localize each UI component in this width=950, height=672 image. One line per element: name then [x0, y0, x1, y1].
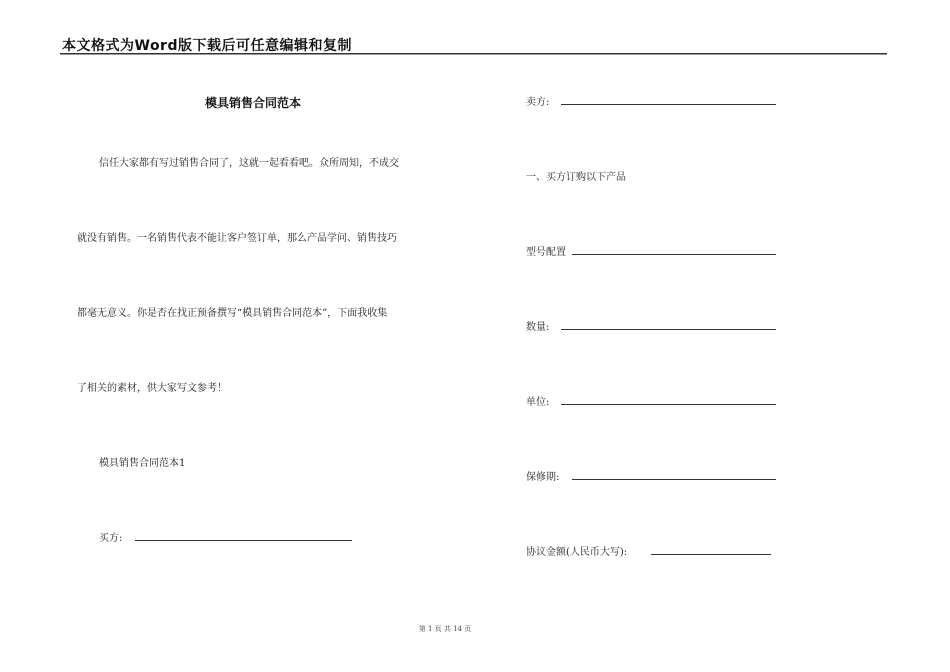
buyer-label: 买方: — [99, 533, 123, 544]
clause-1: 一、买方订购以下产品 — [526, 172, 626, 183]
quantity-label: 数量: — [526, 322, 550, 333]
buyer-blank-line — [135, 540, 352, 541]
section-title: 模具销售合同范本1 — [99, 458, 186, 469]
model-blank-line — [572, 254, 776, 255]
header-title: 本文格式为Word版下载后可任意编辑和复制 — [62, 38, 352, 54]
seller-label: 卖方: — [526, 97, 550, 108]
seller-blank-line — [561, 104, 776, 105]
intro-line-4: 了相关的素材，供大家写文参考！ — [77, 383, 227, 394]
document-title: 模具销售合同范本 — [205, 96, 302, 110]
amount-blank-line — [651, 554, 771, 555]
warranty-label: 保修期: — [526, 472, 560, 483]
page-number: 第 1 页 共 14 页 — [418, 625, 472, 633]
warranty-blank-line — [572, 479, 776, 480]
quantity-blank-line — [561, 329, 776, 330]
unit-label: 单位: — [526, 397, 550, 408]
intro-line-1: 信任大家都有写过销售合同了，这就一起看看吧。众所周知，不成交 — [99, 158, 399, 169]
unit-blank-line — [561, 404, 776, 405]
intro-line-2: 就没有销售。一名销售代表不能让客户签订单，那么产品学问、销售技巧 — [77, 233, 397, 244]
model-label: 型号配置 — [526, 247, 566, 258]
intro-line-3: 都毫无意义。你是否在找正预备撰写“模具销售合同范本”，下面我收集 — [77, 308, 388, 319]
amount-label: 协议金额(人民币大写): — [526, 547, 628, 558]
header-divider — [60, 53, 887, 55]
